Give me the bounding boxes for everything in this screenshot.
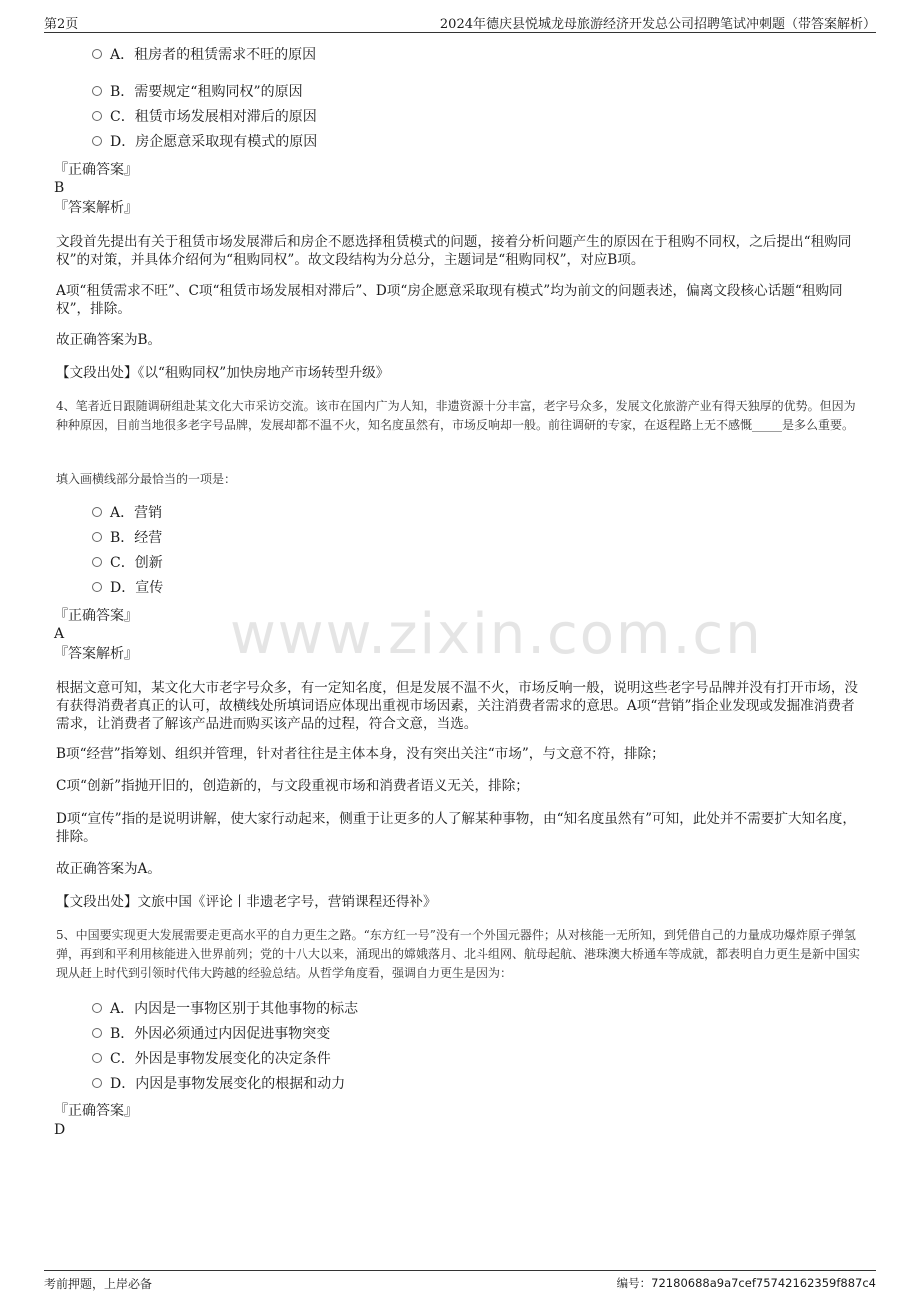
option-label: C．外因是事物发展变化的决定条件	[110, 1051, 331, 1067]
radio-icon[interactable]	[92, 1078, 102, 1088]
q5-answer: D	[54, 1122, 66, 1138]
option-label: B．外因必须通过内因促进事物突变	[110, 1026, 331, 1042]
page-number: 第2页	[44, 17, 79, 32]
q3-analysis-label: 『答案解析』	[54, 200, 138, 216]
document-title: 2024年德庆县悦城龙母旅游经济开发总公司招聘笔试冲刺题（带答案解析）	[439, 17, 876, 32]
q3-option-d[interactable]	[92, 132, 317, 152]
q4-option-a[interactable]	[92, 503, 162, 523]
q4-option-c[interactable]	[92, 553, 163, 573]
q5-option-c[interactable]	[92, 1049, 331, 1069]
q3-answer-label: 『正确答案』	[54, 162, 138, 178]
option-label: B．经营	[110, 530, 163, 546]
q4-analysis-paragraph: D项“宣传”指的是说明讲解，使大家行动起来，侧重于让更多的人了解某种事物，由“知名度虽然有”可知，此处并不需要扩大知名度，排除。	[56, 811, 856, 845]
q4-option-d[interactable]	[92, 578, 163, 598]
radio-icon[interactable]	[92, 557, 102, 567]
radio-icon[interactable]	[92, 1003, 102, 1013]
option-label: D．内因是事物发展变化的根据和动力	[110, 1076, 346, 1092]
q5-question: 5、中国要实现更大发展需要走更高水平的自力更生之路。“东方红一号”没有一个外国元器件；从对核能一无所知，到凭借自己的力量成功爆炸原子弹氢弹，再到和平利用核能进入世界前列；党的十八大以来，涌现出的嫦娥落月、北斗组网、航母起航、港珠澳大桥通车等成就，都表明自力更生是新中国实现从赶上时代到引领时代伟大跨越的经验总结。从哲学角度看，强调自力更生是因为：	[56, 928, 861, 980]
document-id: 编号：72180688a9a7cef75742162359f887c4	[616, 1276, 876, 1290]
option-label: A．租房者的租赁需求不旺的原因	[110, 47, 317, 63]
q3-answer: B	[54, 180, 65, 196]
q4-source: 【文段出处】文旅中国《评论丨非遗老字号，营销课程还得补》	[56, 894, 437, 910]
q5-answer-label: 『正确答案』	[54, 1103, 138, 1119]
option-label: D．宣传	[110, 580, 164, 596]
radio-icon[interactable]	[92, 111, 102, 121]
option-label: B．需要规定“租购同权”的原因	[110, 84, 303, 100]
option-label: C．租赁市场发展相对滞后的原因	[110, 109, 317, 125]
radio-icon[interactable]	[92, 507, 102, 517]
watermark: www.zixin.com.cn	[230, 602, 763, 667]
footer-slogan: 考前押题，上岸必备	[44, 1277, 153, 1291]
q4-analysis-paragraph: B项“经营”指筹划、组织并管理，针对者往往是主体本身，没有突出关注“市场”，与文意不符，排除；	[56, 746, 665, 762]
q5-option-a[interactable]	[92, 999, 358, 1019]
q4-analysis-paragraph: 故正确答案为A。	[56, 861, 161, 877]
radio-icon[interactable]	[92, 1028, 102, 1038]
q3-analysis-paragraph: A项“租赁需求不旺”、C项“租赁市场发展相对滞后”、D项“房企愿意采取现有模式”均为前文的问题表述，偏离文段核心话题“租购同权”，排除。	[56, 283, 843, 317]
option-label: A．营销	[110, 505, 163, 521]
radio-icon[interactable]	[92, 136, 102, 146]
page-footer	[44, 1270, 876, 1295]
q3-analysis-paragraph: 故正确答案为B。	[56, 332, 162, 348]
q3-analysis-paragraph: 文段首先提出有关于租赁市场发展滞后和房企不愿选择租赁模式的问题，接着分析问题产生的原因在于租购不同权，之后提出“租购同权”的对策，并具体介绍何为“租购同权”。故文段结构为分总分，主题词是“租购同权”，对应B项。	[56, 234, 852, 268]
q5-option-b[interactable]	[92, 1024, 330, 1044]
q4-analysis-paragraph: 根据文意可知，某文化大市老字号众多，有一定知名度，但是发展不温不火，市场反响一般，说明这些老字号品牌并没有打开市场，没有获得消费者真正的认可，故横线处所填词语应体现出重视市场因素，关注消费者需求的意思。A项“营销”指企业发现或发掘准消费者需求，让消费者了解该产品进而购买该产品的过程，符合文意，当选。	[56, 680, 859, 732]
q5-option-d[interactable]	[92, 1074, 345, 1094]
q3-source: 【文段出处】《以“租购同权”加快房地产市场转型升级》	[56, 365, 390, 381]
page-header	[44, 10, 876, 33]
radio-icon[interactable]	[92, 49, 102, 59]
q4-answer: A	[54, 626, 65, 642]
radio-icon[interactable]	[92, 86, 102, 96]
q4-question: 4、笔者近日跟随调研组赴某文化大市采访交流。该市在国内广为人知，非遗资源十分丰富，老字号众多，发展文化旅游产业有得天独厚的优势。但因为种种原因，目前当地很多老字号品牌，发展却都不温不火，知名度虽然有，市场反响却一般。前往调研的专家，在返程路上无不感慨_____是多么重要。	[56, 399, 856, 432]
q4-analysis-paragraph: C项“创新”指抛开旧的，创造新的，与文段重视市场和消费者语义无关，排除；	[56, 778, 529, 794]
q4-option-b[interactable]	[92, 528, 162, 548]
option-label: A．内因是一事物区别于其他事物的标志	[110, 1001, 359, 1017]
q4-prompt: 填入画横线部分最恰当的一项是：	[56, 472, 237, 486]
radio-icon[interactable]	[92, 1053, 102, 1063]
option-label: D．房企愿意采取现有模式的原因	[110, 134, 318, 150]
q3-option-c[interactable]	[92, 107, 317, 127]
q3-option-b[interactable]	[92, 82, 303, 102]
q4-answer-label: 『正确答案』	[54, 608, 138, 624]
option-label: C．创新	[110, 555, 163, 571]
radio-icon[interactable]	[92, 582, 102, 592]
q4-analysis-label: 『答案解析』	[54, 646, 138, 662]
radio-icon[interactable]	[92, 532, 102, 542]
q3-option-a[interactable]	[92, 45, 316, 65]
